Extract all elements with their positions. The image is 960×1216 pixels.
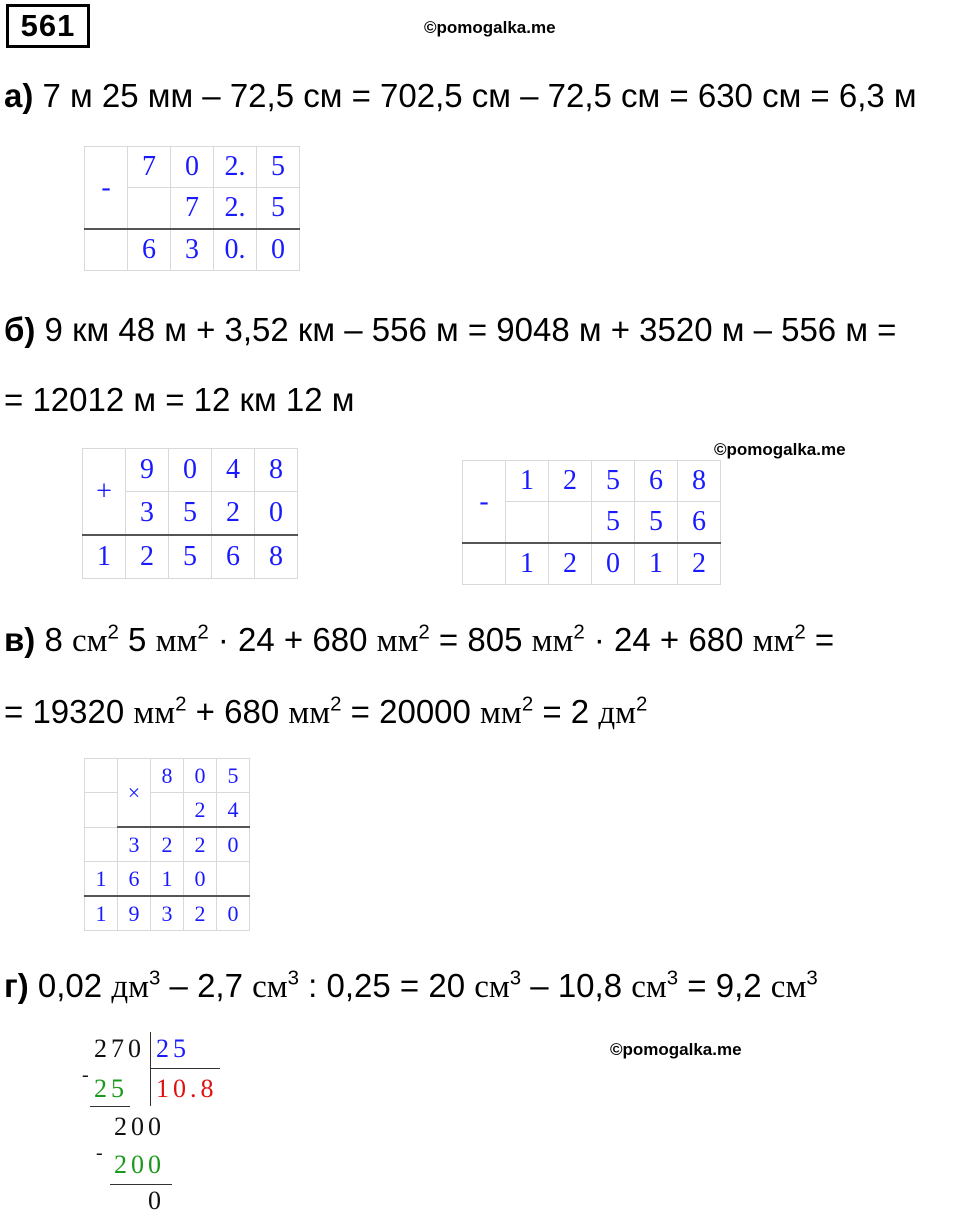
part-b-label: б) bbox=[4, 311, 36, 348]
unit: см bbox=[631, 969, 667, 1005]
cell: 1 bbox=[85, 862, 118, 897]
cell: 2 bbox=[212, 492, 255, 536]
exponent: 2 bbox=[418, 620, 430, 644]
part-b-text: 9 км 48 м + 3,52 км – 556 м = 9048 м + 3520 м – 556 м = bbox=[35, 311, 897, 348]
cell: 1 bbox=[635, 543, 678, 585]
part-a-expression bbox=[4, 76, 917, 116]
part-g-label: г) bbox=[4, 967, 29, 1004]
op-plus: + bbox=[83, 449, 126, 536]
quotient: 10.8 bbox=[156, 1074, 218, 1103]
text: 5 bbox=[118, 621, 156, 658]
op-multiply: × bbox=[118, 759, 151, 828]
text: – 10,8 bbox=[521, 967, 632, 1004]
cell: 2 bbox=[126, 535, 169, 579]
exponent: 2 bbox=[175, 692, 187, 716]
cell: 3 bbox=[171, 229, 214, 271]
remainder-2: 0 bbox=[148, 1186, 165, 1215]
part-v-line1 bbox=[4, 620, 834, 661]
cell: 5 bbox=[217, 759, 250, 793]
cell: 0 bbox=[169, 449, 212, 492]
cell: 1 bbox=[506, 461, 549, 502]
text: 8 bbox=[35, 621, 72, 658]
text: · 24 + 680 bbox=[584, 621, 753, 658]
exponent: 3 bbox=[509, 966, 522, 990]
minus-sign: - bbox=[96, 1142, 107, 1164]
cell bbox=[85, 827, 118, 862]
part-v-line2 bbox=[4, 692, 647, 733]
cell: 5 bbox=[592, 461, 635, 502]
part-b-line2: = 12012 м = 12 км 12 м bbox=[4, 381, 355, 418]
cell: 0 bbox=[592, 543, 635, 585]
subtrahend-1: 25 bbox=[94, 1074, 128, 1103]
exponent: 3 bbox=[806, 966, 818, 990]
cell: 0 bbox=[257, 229, 300, 271]
exponent: 3 bbox=[149, 966, 161, 990]
cell bbox=[463, 543, 506, 585]
text: – 2,7 bbox=[160, 967, 253, 1004]
cell: 1 bbox=[506, 543, 549, 585]
cell: 3 bbox=[118, 827, 151, 862]
cell: 0 bbox=[217, 896, 250, 931]
exponent: 2 bbox=[794, 620, 806, 644]
cell bbox=[217, 862, 250, 897]
cell: 9 bbox=[126, 449, 169, 492]
cell: 2 bbox=[184, 793, 217, 828]
text: + 680 bbox=[186, 693, 289, 730]
cell bbox=[151, 793, 184, 828]
unit: см bbox=[770, 969, 807, 1005]
cell: 3 bbox=[151, 896, 184, 931]
cell: 8 bbox=[678, 461, 721, 502]
cell bbox=[128, 188, 171, 230]
cell: 6 bbox=[212, 535, 255, 579]
cell: 2 bbox=[151, 827, 184, 862]
exponent: 2 bbox=[107, 620, 119, 644]
unit: мм bbox=[752, 623, 795, 659]
cell: 2 bbox=[184, 896, 217, 931]
text: = bbox=[805, 621, 835, 658]
cell: 4 bbox=[217, 793, 250, 828]
part-b-line1 bbox=[4, 310, 896, 350]
cell: 1 bbox=[83, 535, 126, 579]
exponent: 2 bbox=[330, 692, 342, 716]
cell: 0 bbox=[184, 759, 217, 793]
text: = 9,2 bbox=[678, 967, 771, 1004]
cell: 8 bbox=[255, 449, 298, 492]
cell: 5 bbox=[257, 147, 300, 188]
cell: 1 bbox=[85, 896, 118, 931]
minus-sign: - bbox=[82, 1064, 93, 1086]
unit: см bbox=[252, 969, 288, 1005]
text: = 20000 bbox=[341, 693, 481, 730]
unit: мм bbox=[531, 623, 574, 659]
text: = 19320 bbox=[4, 693, 134, 730]
text: = 805 bbox=[429, 621, 532, 658]
cell: 8 bbox=[151, 759, 184, 793]
cell: 6 bbox=[128, 229, 171, 271]
cell: 6 bbox=[635, 461, 678, 502]
unit: мм bbox=[376, 623, 419, 659]
dividend: 270 bbox=[94, 1034, 145, 1063]
exponent: 2 bbox=[573, 620, 585, 644]
cell: 0 bbox=[217, 827, 250, 862]
exponent: 3 bbox=[666, 966, 679, 990]
text: 0,02 bbox=[28, 967, 112, 1004]
unit: см bbox=[71, 623, 108, 659]
watermark-top: ©pomogalka.me bbox=[424, 18, 556, 37]
cell: 3 bbox=[126, 492, 169, 536]
cell: 2 bbox=[549, 543, 592, 585]
underline-2 bbox=[110, 1184, 172, 1185]
unit: мм bbox=[288, 695, 331, 731]
cell: 6 bbox=[118, 862, 151, 897]
cell: 1 bbox=[151, 862, 184, 897]
exponent: 2 bbox=[197, 620, 209, 644]
cell: 2. bbox=[214, 188, 257, 230]
underline-1 bbox=[90, 1106, 130, 1107]
cell bbox=[549, 502, 592, 544]
cell: 0 bbox=[255, 492, 298, 536]
cell: 5 bbox=[592, 502, 635, 544]
text: : 0,25 = 20 bbox=[299, 967, 475, 1004]
exponent: 2 bbox=[521, 692, 534, 716]
op-minus: - bbox=[85, 147, 128, 230]
cell: 2 bbox=[549, 461, 592, 502]
exponent: 3 bbox=[287, 966, 300, 990]
unit: дм bbox=[598, 695, 637, 731]
cell bbox=[85, 759, 118, 793]
cell: 8 bbox=[255, 535, 298, 579]
cell: 5 bbox=[169, 535, 212, 579]
cell: 0 bbox=[171, 147, 214, 188]
part-a-text: 7 м 25 мм – 72,5 см = 702,5 см – 72,5 см = 630 см = 6,3 м bbox=[33, 77, 917, 114]
cell: 0. bbox=[214, 229, 257, 271]
unit: дм bbox=[111, 969, 149, 1005]
part-g-expression bbox=[4, 966, 818, 1007]
text: · 24 + 680 bbox=[208, 621, 377, 658]
exponent: 2 bbox=[636, 692, 648, 716]
cell: 2. bbox=[214, 147, 257, 188]
cell: 5 bbox=[257, 188, 300, 230]
table-v-multiplication bbox=[84, 758, 250, 931]
table-a-subtraction bbox=[84, 146, 300, 271]
cell: 2 bbox=[678, 543, 721, 585]
cell bbox=[85, 793, 118, 828]
cell: 2 bbox=[184, 827, 217, 862]
remainder-1: 200 bbox=[114, 1112, 165, 1141]
cell: 9 bbox=[118, 896, 151, 931]
task-number: 561 bbox=[6, 4, 90, 48]
cell: 4 bbox=[212, 449, 255, 492]
table-b-subtraction bbox=[462, 460, 721, 585]
unit: см bbox=[474, 969, 510, 1005]
part-v-label: в) bbox=[4, 621, 36, 658]
unit: мм bbox=[480, 695, 522, 731]
divisor-underline bbox=[150, 1068, 220, 1069]
cell: 7 bbox=[171, 188, 214, 230]
cell: 0 bbox=[184, 862, 217, 897]
cell bbox=[506, 502, 549, 544]
division-vertical-line bbox=[150, 1032, 151, 1106]
divisor: 25 bbox=[156, 1034, 190, 1063]
cell: 5 bbox=[635, 502, 678, 544]
unit: мм bbox=[133, 695, 176, 731]
cell: 5 bbox=[169, 492, 212, 536]
cell bbox=[85, 229, 128, 271]
watermark-middle: ©pomogalka.me bbox=[714, 440, 846, 459]
unit: мм bbox=[155, 623, 198, 659]
text: = 2 bbox=[533, 693, 599, 730]
cell: 6 bbox=[678, 502, 721, 544]
op-minus: - bbox=[463, 461, 506, 544]
watermark-bottom: ©pomogalka.me bbox=[610, 1040, 742, 1059]
subtrahend-2: 200 bbox=[114, 1150, 165, 1179]
part-a-label: а) bbox=[4, 77, 34, 114]
table-b-addition bbox=[82, 448, 298, 579]
cell: 7 bbox=[128, 147, 171, 188]
